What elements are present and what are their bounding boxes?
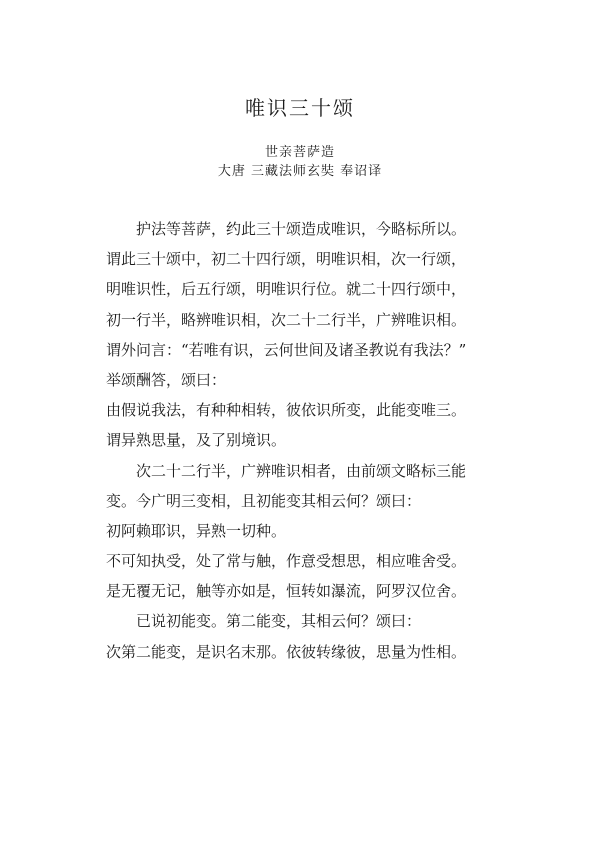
text-line: 变。今广明三变相，且初能变其相云何？颂曰： — [106, 491, 422, 510]
text-line: 是无覆无记，触等亦如是，恒转如瀑流，阿罗汉位舍。 — [106, 582, 467, 601]
text-line: 次二十二行半，广辨唯识相者，由前颂文略标三能 — [136, 461, 467, 480]
text-line: 次第二能变，是识名末那。依彼转缘彼，思量为性相。 — [106, 642, 467, 661]
translator-line: 大唐 三藏法师玄奘 奉诏译 — [217, 164, 383, 179]
text-line: 不可知执受，处了常与触，作意受想思，相应唯舍受。 — [106, 552, 467, 571]
document-body — [106, 214, 498, 667]
text-line: 由假说我法，有种种相转，彼依识所变，此能变唯三。 — [106, 401, 467, 420]
text-line: 护法等菩萨，约此三十颂造成唯识，今略标所以。 — [136, 220, 467, 238]
text-line: 初阿赖耶识，异熟一切种。 — [106, 521, 287, 540]
text-line: 举颂酬答，颂曰： — [106, 370, 227, 389]
text-line: 明唯识性，后五行颂，明唯识行位。就二十四行颂中， — [106, 280, 467, 299]
text-line: 初一行半，略辨唯识相，次二十二行半，广辨唯识相。 — [106, 310, 467, 329]
text-line: 谓此三十颂中，初二十四行颂，明唯识相，次一行颂， — [106, 250, 467, 269]
text-line: 谓外问言：“若唯有识，云何世间及诸圣教说有我法？” — [106, 340, 467, 359]
text-line: 谓异熟思量，及了别境识。 — [106, 431, 287, 450]
text-line: 已说初能变。第二能变，其相云何？颂曰： — [136, 612, 422, 631]
document-title: 唯识三十颂 — [245, 96, 355, 120]
author-line: 世亲菩萨造 — [264, 145, 335, 160]
